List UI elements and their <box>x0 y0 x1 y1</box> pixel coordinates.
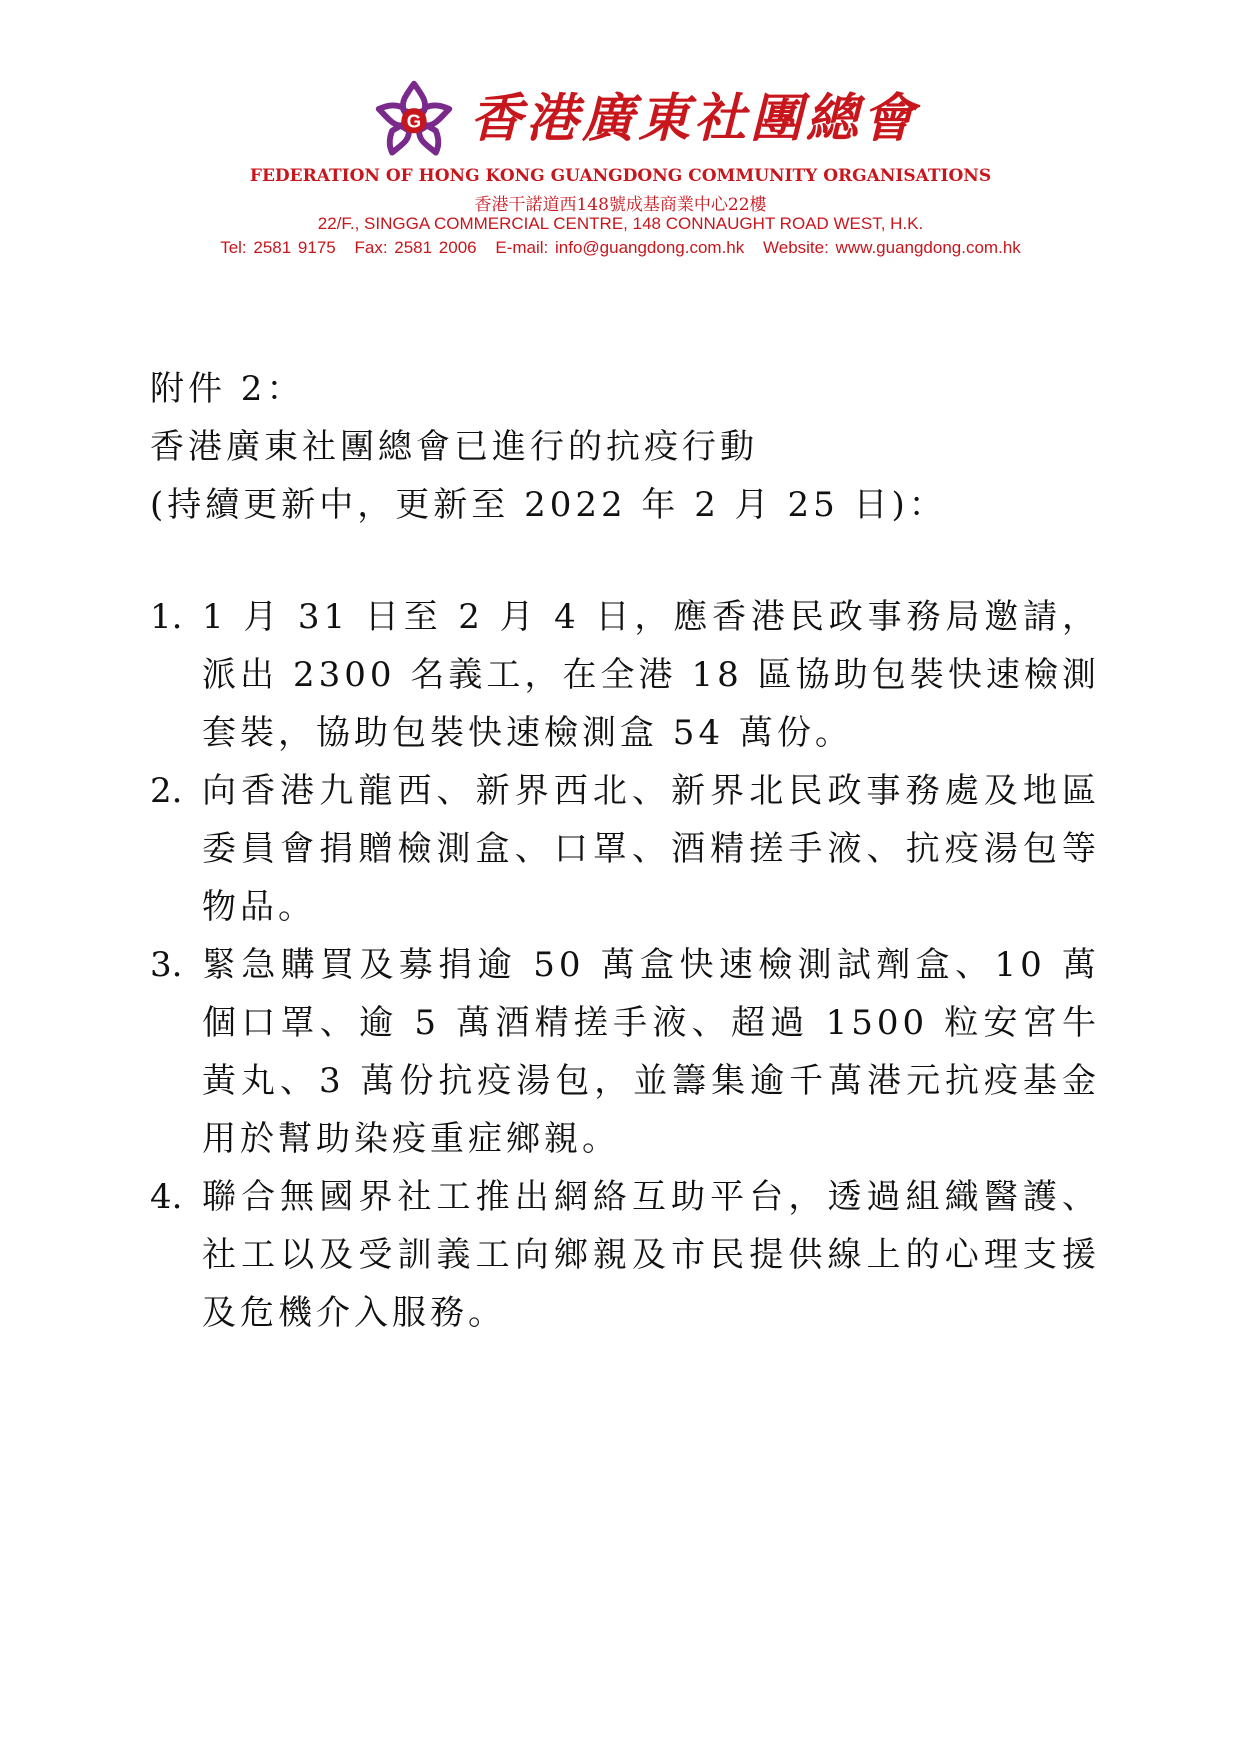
org-name-en: FEDERATION OF HONG KONG GUANGDONG COMMUNITY ORGANISATIONS <box>249 166 992 186</box>
letterhead <box>0 0 1241 270</box>
item-text: 1 月 31 日至 2 月 4 日，應香港民政事務局邀請，派出 2300 名義工，在全港 18 區協助包裝快速檢測套裝，協助包裝快速檢測盒 54 萬份。 <box>202 597 1100 753</box>
item-text: 聯合無國界社工推出網絡互助平台，透過組織醫護、社工以及受訓義工向鄉親及市民提供線上的心理支援及危機介入服務。 <box>202 1177 1100 1333</box>
email: E-mail: info@guangdong.com.hk <box>495 238 745 257</box>
item-text: 緊急購買及募捐逾 50 萬盒快速檢測試劑盒、10 萬個口罩、逾 5 萬酒精搓手液、超過 1500 粒安宮牛黃丸、3 萬份抗疫湯包，並籌集逾千萬港元抗疫基金用於幫助染疫重症鄉親。 <box>202 945 1100 1159</box>
website: Website: www.guangdong.com.hk <box>763 238 1021 257</box>
contact-line <box>0 238 1241 258</box>
document-body <box>150 360 1100 1342</box>
item-text: 向香港九龍西、新界西北、新界北民政事務處及地區委員會捐贈檢測盒、口罩、酒精搓手液、抗疫湯包等物品。 <box>202 771 1100 927</box>
fax: Fax: 2581 2006 <box>354 238 477 257</box>
org-name-zh: 香港廣東社團總會 <box>470 88 919 149</box>
document-subtitle: (持續更新中，更新至 2022 年 2 月 25 日)： <box>150 485 947 525</box>
logo-letter: G <box>406 110 422 132</box>
item-number: 1. <box>150 597 183 637</box>
address-en: 22/F., SINGGA COMMERCIAL CENTRE, 148 CONNAUGHT ROAD WEST, H.K. <box>317 214 924 233</box>
tel: Tel: 2581 9175 <box>220 238 336 257</box>
flower-logo-icon <box>372 77 456 161</box>
list-item <box>150 762 1100 936</box>
action-list <box>150 588 1100 1342</box>
list-item <box>150 936 1100 1168</box>
item-number: 4. <box>150 1177 183 1217</box>
logo-row <box>372 74 918 164</box>
attachment-label: 附件 2： <box>150 369 305 409</box>
item-number: 3. <box>150 945 183 985</box>
list-item <box>150 1168 1100 1342</box>
item-number: 2. <box>150 771 183 811</box>
address-zh: 香港干諾道西148號成基商業中心22樓 <box>474 195 767 215</box>
document-title: 香港廣東社團總會已進行的抗疫行動 <box>150 427 758 467</box>
list-item <box>150 588 1100 762</box>
